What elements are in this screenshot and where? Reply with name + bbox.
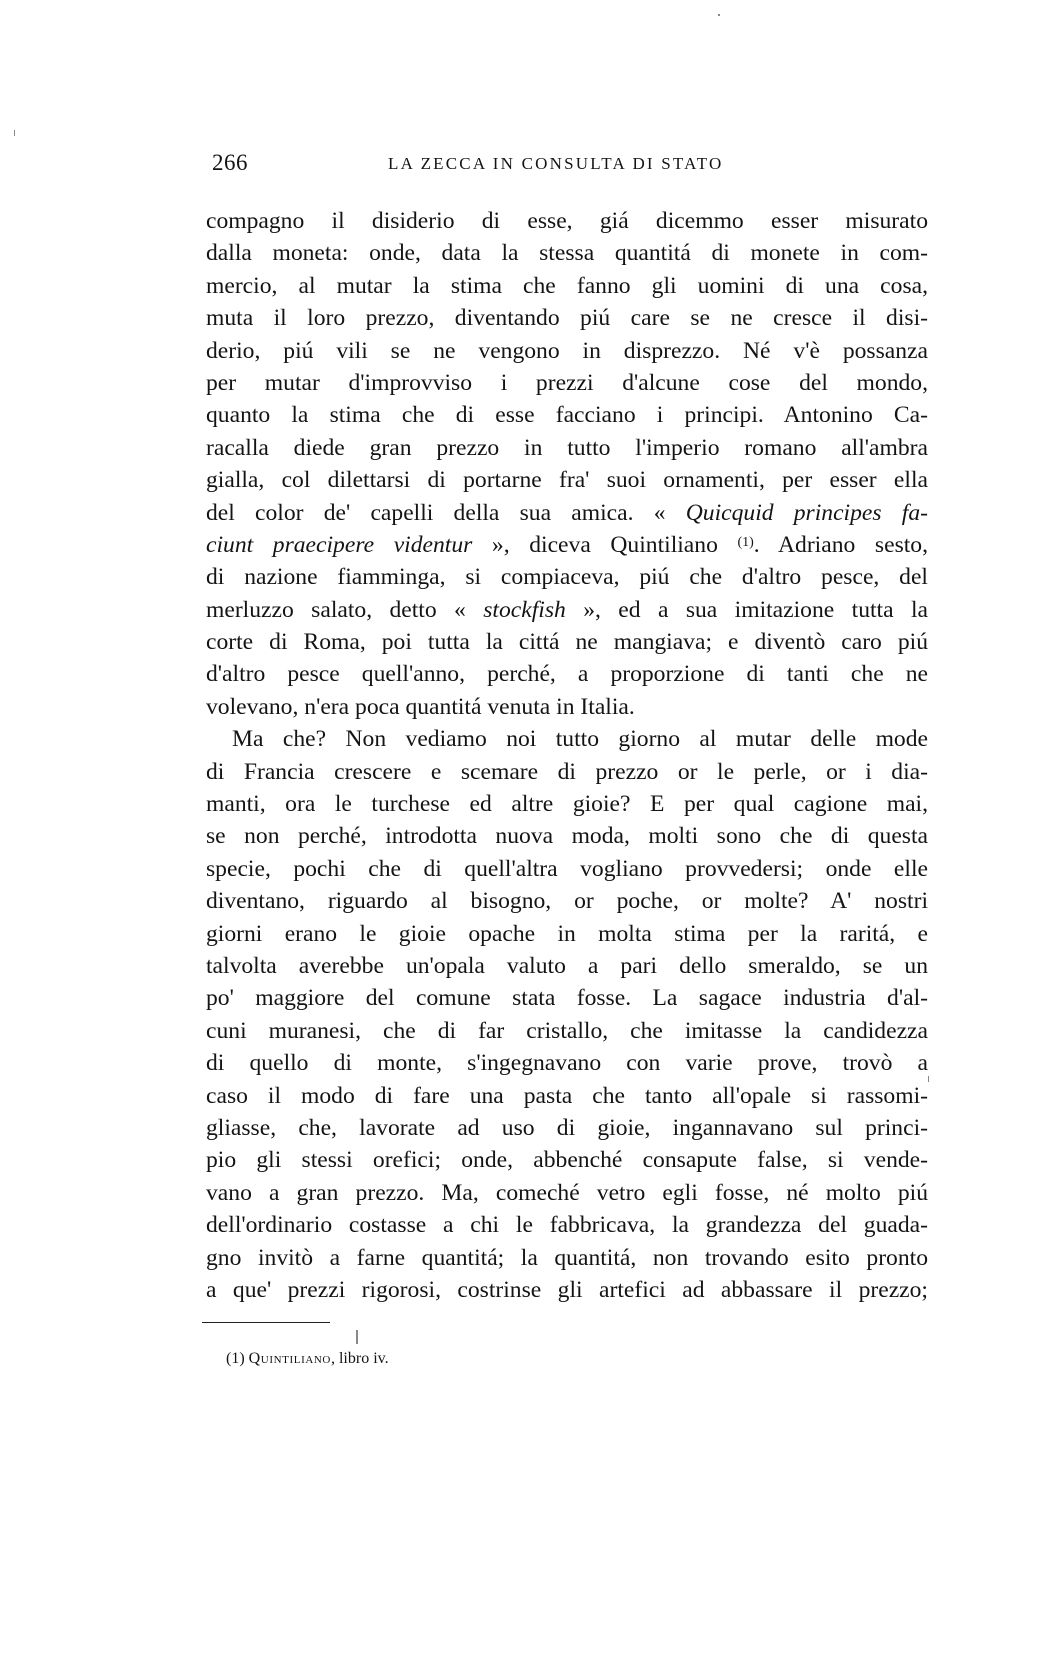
line-ref: (1) [737,534,754,550]
line-text: gialla, col dilettarsi di portarne fra' suoi ornamenti, per esser ella [206,467,928,494]
line-post: », ed a sua imitazione tutta la [565,596,928,623]
line-pre: merluzzo salato, detto « [206,596,484,623]
text-line [206,302,928,334]
line-text: per mutar d'improvviso i prezzi d'alcune cose del mondo, [206,369,928,396]
line-mid: », diceva Quintiliano [472,531,738,558]
text-line [206,982,928,1014]
text-line [206,1144,928,1176]
line-text: compagno il disiderio di esse, giá dicemmo esser misurato [206,208,928,234]
line-pre: del color de' capelli della sua amica. « [206,499,686,526]
line-text: gno invitò a farne quantitá; la quantitá, non trovando esito pronto [206,1244,928,1271]
page-number: 266 [212,150,248,175]
text-line [206,1209,928,1241]
scan-speck [14,130,15,136]
line-text: di Francia crescere e scemare di prezzo or le perle, or i dia- [206,758,928,785]
scan-speck [356,1330,358,1344]
text-line [206,853,928,885]
line-text: derio, piú vili se ne vengono in disprezzo. Né v'è possanza [206,337,928,364]
line-text: po' maggiore del comune stata fosse. La sagace industria d'al- [206,985,928,1012]
footnote-author: Quintiliano [248,1350,331,1367]
text-line [206,561,928,593]
line-text: dalla moneta: onde, data la stessa quantitá di monete in com- [206,240,928,267]
text-line [206,464,928,496]
text-line [206,1274,928,1306]
line-text: se non perché, introdotta nuova moda, molti sono che di questa [206,823,928,850]
line-text: pio gli stessi orefici; onde, abbenché consapute false, si vende- [206,1147,928,1174]
line-text: mercio, al mutar la stima che fanno gli uomini di una cosa, [206,272,928,299]
line-italic: ciunt praecipere videntur [206,531,473,558]
text-line [206,335,928,367]
text-line [206,658,928,690]
line-text: manti, ora le turchese ed altre gioie? E per qual cagione mai, [206,791,928,818]
line-italic: stockfish [483,596,566,623]
text-line [206,270,928,302]
text-line [206,950,928,982]
line-text: d'altro pesce quell'anno, perché, a proporzione di tanti che ne [206,661,928,688]
scan-speck [718,14,720,16]
text-line [206,594,928,626]
line-text: corte di Roma, poi tutta la cittá ne mangiava; e diventò caro piú [206,629,928,656]
text-line [206,237,928,269]
text-line [206,529,928,561]
line-text: talvolta averebbe un'opala valuto a pari dello smeraldo, se un [206,952,928,979]
text-line [206,788,928,820]
line-text: muta il loro prezzo, diventando piú care se ne cresce il disi- [206,305,928,332]
page-header [212,150,926,180]
line-text: vano a gran prezzo. Ma, comeché vetro egli fosse, né molto piú [206,1179,928,1206]
text-line [206,432,928,464]
text-line [206,756,928,788]
text-line [206,497,928,529]
line-text: specie, pochi che di quell'altra vogliano provvedersi; onde elle [206,855,928,882]
running-head: LA ZECCA IN CONSULTA DI STATO [388,154,724,173]
line-text: dell'ordinario costasse a chi le fabbricava, la grandezza del guada- [206,1212,928,1239]
text-line [206,885,928,917]
line-text: giorni erano le gioie opache in molta stima per la raritá, e [206,920,928,947]
text-line [206,918,928,950]
line-text: di quello di monte, s'ingegnavano con varie prove, trovò a [206,1050,928,1077]
text-line [206,1047,928,1079]
scan-speck [928,1076,929,1082]
text-line [206,1242,928,1274]
line-italic: Quicquid principes fa- [685,499,928,526]
text-line [206,626,928,658]
text-line [206,1080,928,1112]
line-text: di nazione fiamminga, si compiaceva, piú che d'altro pesce, del [206,564,928,591]
text-line [206,1015,928,1047]
line-text: gliasse, che, lavorate ad uso di gioie, ingannavano sul princi- [206,1114,928,1141]
text-line [206,1112,928,1144]
line-text: a que' prezzi rigorosi, costrinse gli artefici ad abbassare il prezzo; [206,1276,928,1303]
footnote-rule [202,1322,330,1323]
text-line [206,820,928,852]
body-text [206,205,928,1306]
text-line [206,399,928,431]
text-line [206,691,928,723]
line-text: cuni muranesi, che di far cristallo, che imitasse la candidezza [206,1017,928,1044]
footnote-text: , libro iv. [330,1350,389,1367]
line-text: racalla diede gran prezzo in tutto l'imperio romano all'ambra [206,434,928,461]
line-text: caso il modo di fare una pasta che tanto all'opale si rassomi- [206,1082,928,1109]
footnote-marker: (1) [226,1350,245,1367]
text-line [206,723,928,755]
text-line [206,1177,928,1209]
line-text: diventano, riguardo al bisogno, or poche, or molte? A' nostri [206,888,928,915]
line-text: volevano, n'era poca quantitá venuta in Italia. [206,693,635,720]
text-line [206,367,928,399]
line-text: quanto la stima che di esse facciano i principi. Antonino Ca- [206,402,928,429]
text-line [206,205,928,237]
footnote [226,1350,389,1368]
line-post: . Adriano sesto, [753,531,928,558]
line-text: Ma che? Non vediamo noi tutto giorno al mutar delle mode [232,726,928,753]
